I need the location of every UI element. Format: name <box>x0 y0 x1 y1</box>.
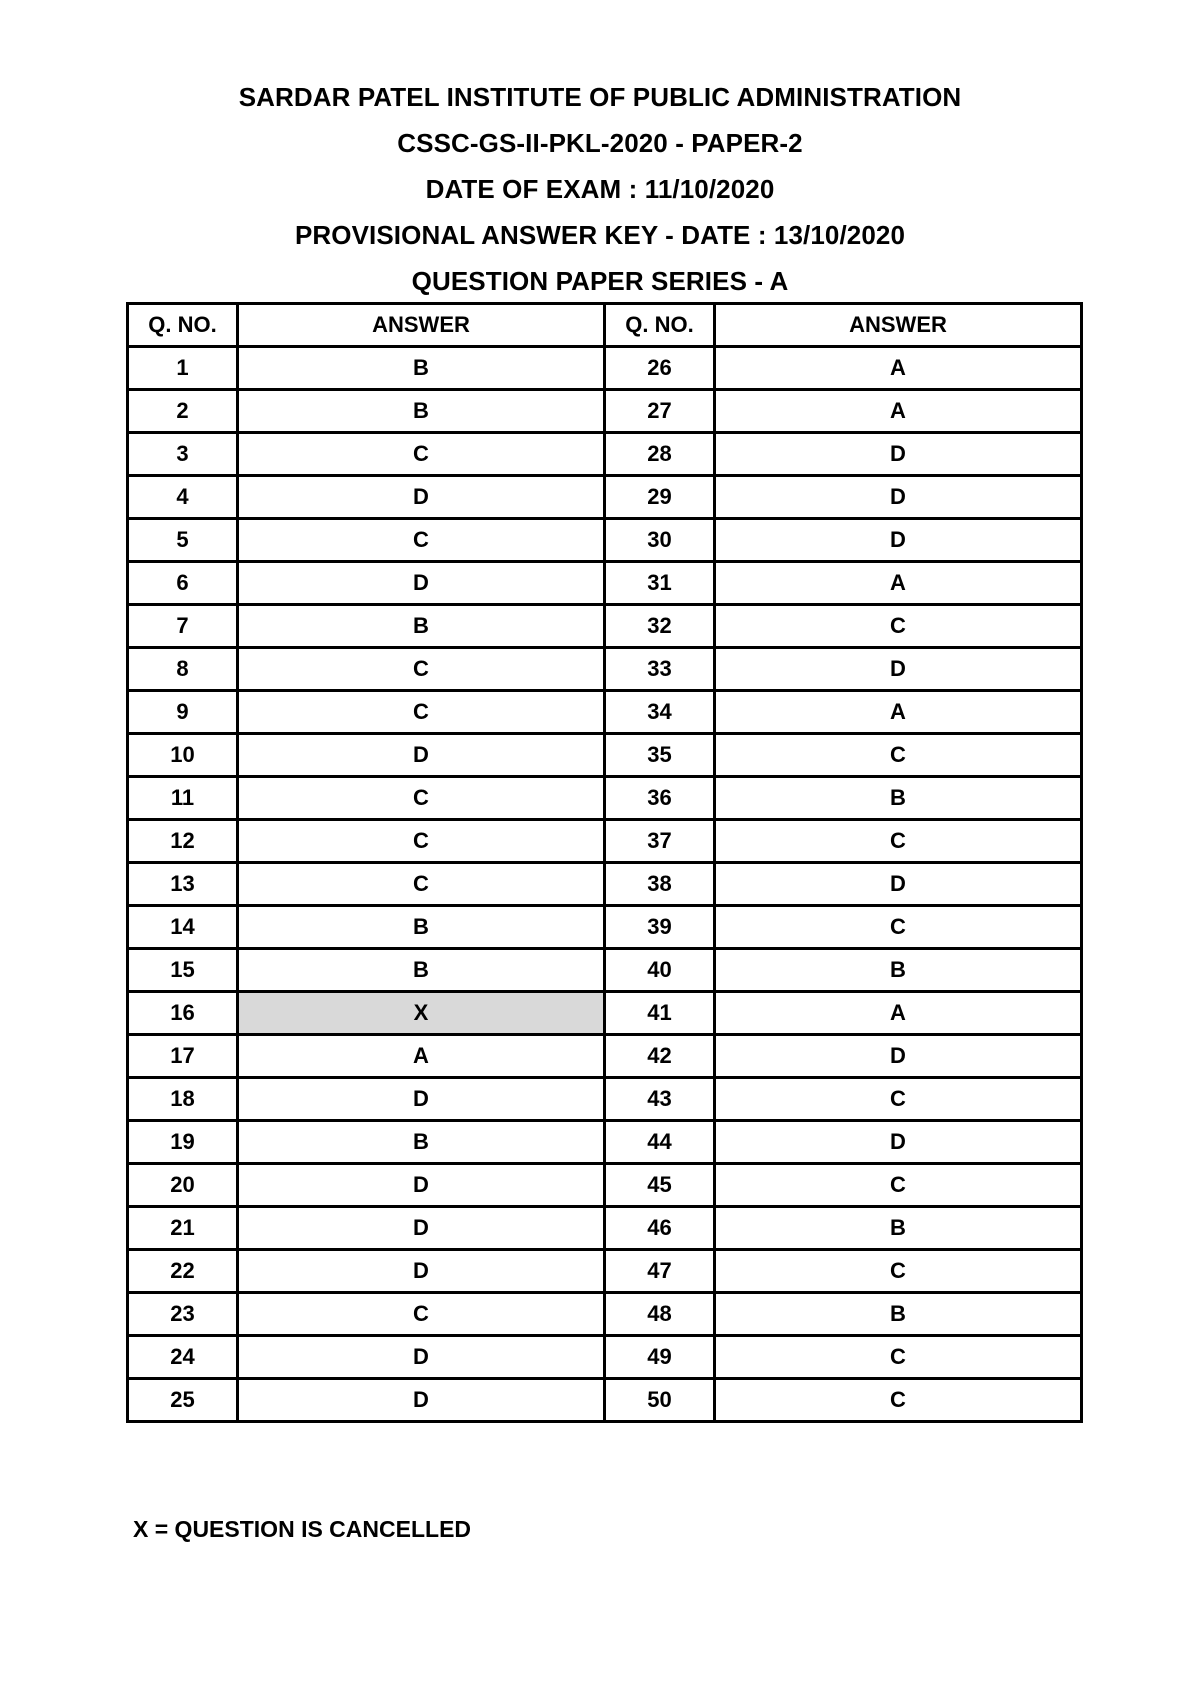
table-row <box>128 476 1082 519</box>
answer-cell: B <box>715 949 1082 992</box>
answer-cell: D <box>238 1078 605 1121</box>
cancelled-note: X = QUESTION IS CANCELLED <box>133 1516 472 1542</box>
question-number-cell: 9 <box>128 691 238 734</box>
question-number-cell: 8 <box>128 648 238 691</box>
table-row <box>128 1293 1082 1336</box>
answer-cell: D <box>238 1164 605 1207</box>
answer-cell: B <box>715 1207 1082 1250</box>
question-number-cell: 2 <box>128 390 238 433</box>
answer-cell: A <box>715 347 1082 390</box>
answer-cell: D <box>715 519 1082 562</box>
table-row <box>128 691 1082 734</box>
question-number-cell: 22 <box>128 1250 238 1293</box>
question-number-cell: 34 <box>605 691 715 734</box>
answer-key-rows <box>128 347 1082 1422</box>
question-number-cell: 16 <box>128 992 238 1035</box>
question-number-cell: 45 <box>605 1164 715 1207</box>
question-number-cell: 10 <box>128 734 238 777</box>
question-number-cell: 48 <box>605 1293 715 1336</box>
question-number-cell: 37 <box>605 820 715 863</box>
institute-title: SARDAR PATEL INSTITUTE OF PUBLIC ADMINISTRATION <box>238 82 962 112</box>
column-header-answer-left: ANSWER <box>238 304 605 347</box>
answer-cell: C <box>715 820 1082 863</box>
answer-cell: D <box>238 734 605 777</box>
table-row <box>128 992 1082 1035</box>
table-row <box>128 648 1082 691</box>
question-number-cell: 25 <box>128 1379 238 1422</box>
answer-cell: D <box>715 433 1082 476</box>
question-number-cell: 43 <box>605 1078 715 1121</box>
question-number-cell: 50 <box>605 1379 715 1422</box>
question-number-cell: 15 <box>128 949 238 992</box>
question-number-cell: 38 <box>605 863 715 906</box>
question-number-cell: 49 <box>605 1336 715 1379</box>
answer-cell: C <box>238 648 605 691</box>
question-number-cell: 17 <box>128 1035 238 1078</box>
question-number-cell: 21 <box>128 1207 238 1250</box>
answer-cell: B <box>238 949 605 992</box>
question-number-cell: 11 <box>128 777 238 820</box>
question-number-cell: 5 <box>128 519 238 562</box>
answer-cell: B <box>238 347 605 390</box>
question-number-cell: 28 <box>605 433 715 476</box>
table-row <box>128 1035 1082 1078</box>
question-number-cell: 40 <box>605 949 715 992</box>
question-number-cell: 23 <box>128 1293 238 1336</box>
question-number-cell: 39 <box>605 906 715 949</box>
question-number-cell: 18 <box>128 1078 238 1121</box>
table-row <box>128 605 1082 648</box>
question-number-cell: 1 <box>128 347 238 390</box>
answer-cell: C <box>715 1250 1082 1293</box>
answer-cell: C <box>715 1164 1082 1207</box>
table-row <box>128 1078 1082 1121</box>
answer-cell: D <box>715 648 1082 691</box>
answer-cell: B <box>715 1293 1082 1336</box>
answer-key-date: PROVISIONAL ANSWER KEY - DATE : 13/10/2020 <box>294 220 906 250</box>
answer-cell: D <box>715 1121 1082 1164</box>
question-number-cell: 13 <box>128 863 238 906</box>
table-row <box>128 777 1082 820</box>
answer-cell: B <box>715 777 1082 820</box>
answer-cell: D <box>238 1250 605 1293</box>
question-number-cell: 27 <box>605 390 715 433</box>
answer-cell: A <box>715 691 1082 734</box>
question-number-cell: 46 <box>605 1207 715 1250</box>
answer-cell: B <box>238 906 605 949</box>
column-header-answer-right: ANSWER <box>715 304 1082 347</box>
exam-date: DATE OF EXAM : 11/10/2020 <box>425 174 775 204</box>
answer-cell: B <box>238 605 605 648</box>
question-number-cell: 35 <box>605 734 715 777</box>
table-row <box>128 1121 1082 1164</box>
question-number-cell: 41 <box>605 992 715 1035</box>
answer-cell: B <box>238 1121 605 1164</box>
table-row <box>128 1250 1082 1293</box>
question-number-cell: 4 <box>128 476 238 519</box>
answer-key-table <box>126 302 1083 1423</box>
answer-cell: C <box>238 1293 605 1336</box>
question-number-cell: 14 <box>128 906 238 949</box>
question-number-cell: 3 <box>128 433 238 476</box>
answer-cell: D <box>238 1207 605 1250</box>
answer-cell: A <box>715 992 1082 1035</box>
answer-cell: A <box>238 1035 605 1078</box>
answer-cell: C <box>238 863 605 906</box>
table-row <box>128 820 1082 863</box>
answer-cell: D <box>238 1336 605 1379</box>
answer-cell: C <box>715 605 1082 648</box>
table-row <box>128 1379 1082 1422</box>
question-number-cell: 44 <box>605 1121 715 1164</box>
question-number-cell: 33 <box>605 648 715 691</box>
table-row <box>128 734 1082 777</box>
answer-cell: C <box>715 906 1082 949</box>
question-number-cell: 42 <box>605 1035 715 1078</box>
answer-cell: C <box>238 820 605 863</box>
question-number-cell: 36 <box>605 777 715 820</box>
question-number-cell: 20 <box>128 1164 238 1207</box>
answer-cell: D <box>238 562 605 605</box>
answer-cell: C <box>238 519 605 562</box>
column-header-qno-right: Q. NO. <box>605 304 715 347</box>
answer-cell: C <box>715 1078 1082 1121</box>
answer-cell: A <box>715 390 1082 433</box>
paper-series: QUESTION PAPER SERIES - A <box>411 266 789 296</box>
table-row <box>128 1207 1082 1250</box>
answer-cell: X <box>238 992 605 1035</box>
question-number-cell: 29 <box>605 476 715 519</box>
table-row <box>128 390 1082 433</box>
answer-cell: D <box>715 863 1082 906</box>
answer-cell: C <box>715 1379 1082 1422</box>
question-number-cell: 31 <box>605 562 715 605</box>
question-number-cell: 26 <box>605 347 715 390</box>
question-number-cell: 47 <box>605 1250 715 1293</box>
question-number-cell: 30 <box>605 519 715 562</box>
question-number-cell: 6 <box>128 562 238 605</box>
answer-cell: A <box>715 562 1082 605</box>
table-row <box>128 1336 1082 1379</box>
answer-cell: D <box>715 1035 1082 1078</box>
table-row <box>128 519 1082 562</box>
table-row <box>128 433 1082 476</box>
table-row <box>128 347 1082 390</box>
answer-cell: D <box>238 476 605 519</box>
table-row <box>128 906 1082 949</box>
table-header-row <box>128 304 1082 347</box>
table-row <box>128 1164 1082 1207</box>
document-header <box>0 74 1200 304</box>
answer-cell: C <box>715 734 1082 777</box>
question-number-cell: 24 <box>128 1336 238 1379</box>
question-number-cell: 32 <box>605 605 715 648</box>
question-number-cell: 12 <box>128 820 238 863</box>
answer-cell: D <box>238 1379 605 1422</box>
answer-cell: C <box>238 777 605 820</box>
answer-cell: D <box>715 476 1082 519</box>
column-header-qno-left: Q. NO. <box>128 304 238 347</box>
table-row <box>128 863 1082 906</box>
answer-cell: B <box>238 390 605 433</box>
table-row <box>128 562 1082 605</box>
answer-cell: C <box>238 691 605 734</box>
question-number-cell: 7 <box>128 605 238 648</box>
question-number-cell: 19 <box>128 1121 238 1164</box>
answer-cell: C <box>715 1336 1082 1379</box>
table-row <box>128 949 1082 992</box>
paper-code: CSSC-GS-II-PKL-2020 - PAPER-2 <box>397 128 803 158</box>
answer-cell: C <box>238 433 605 476</box>
